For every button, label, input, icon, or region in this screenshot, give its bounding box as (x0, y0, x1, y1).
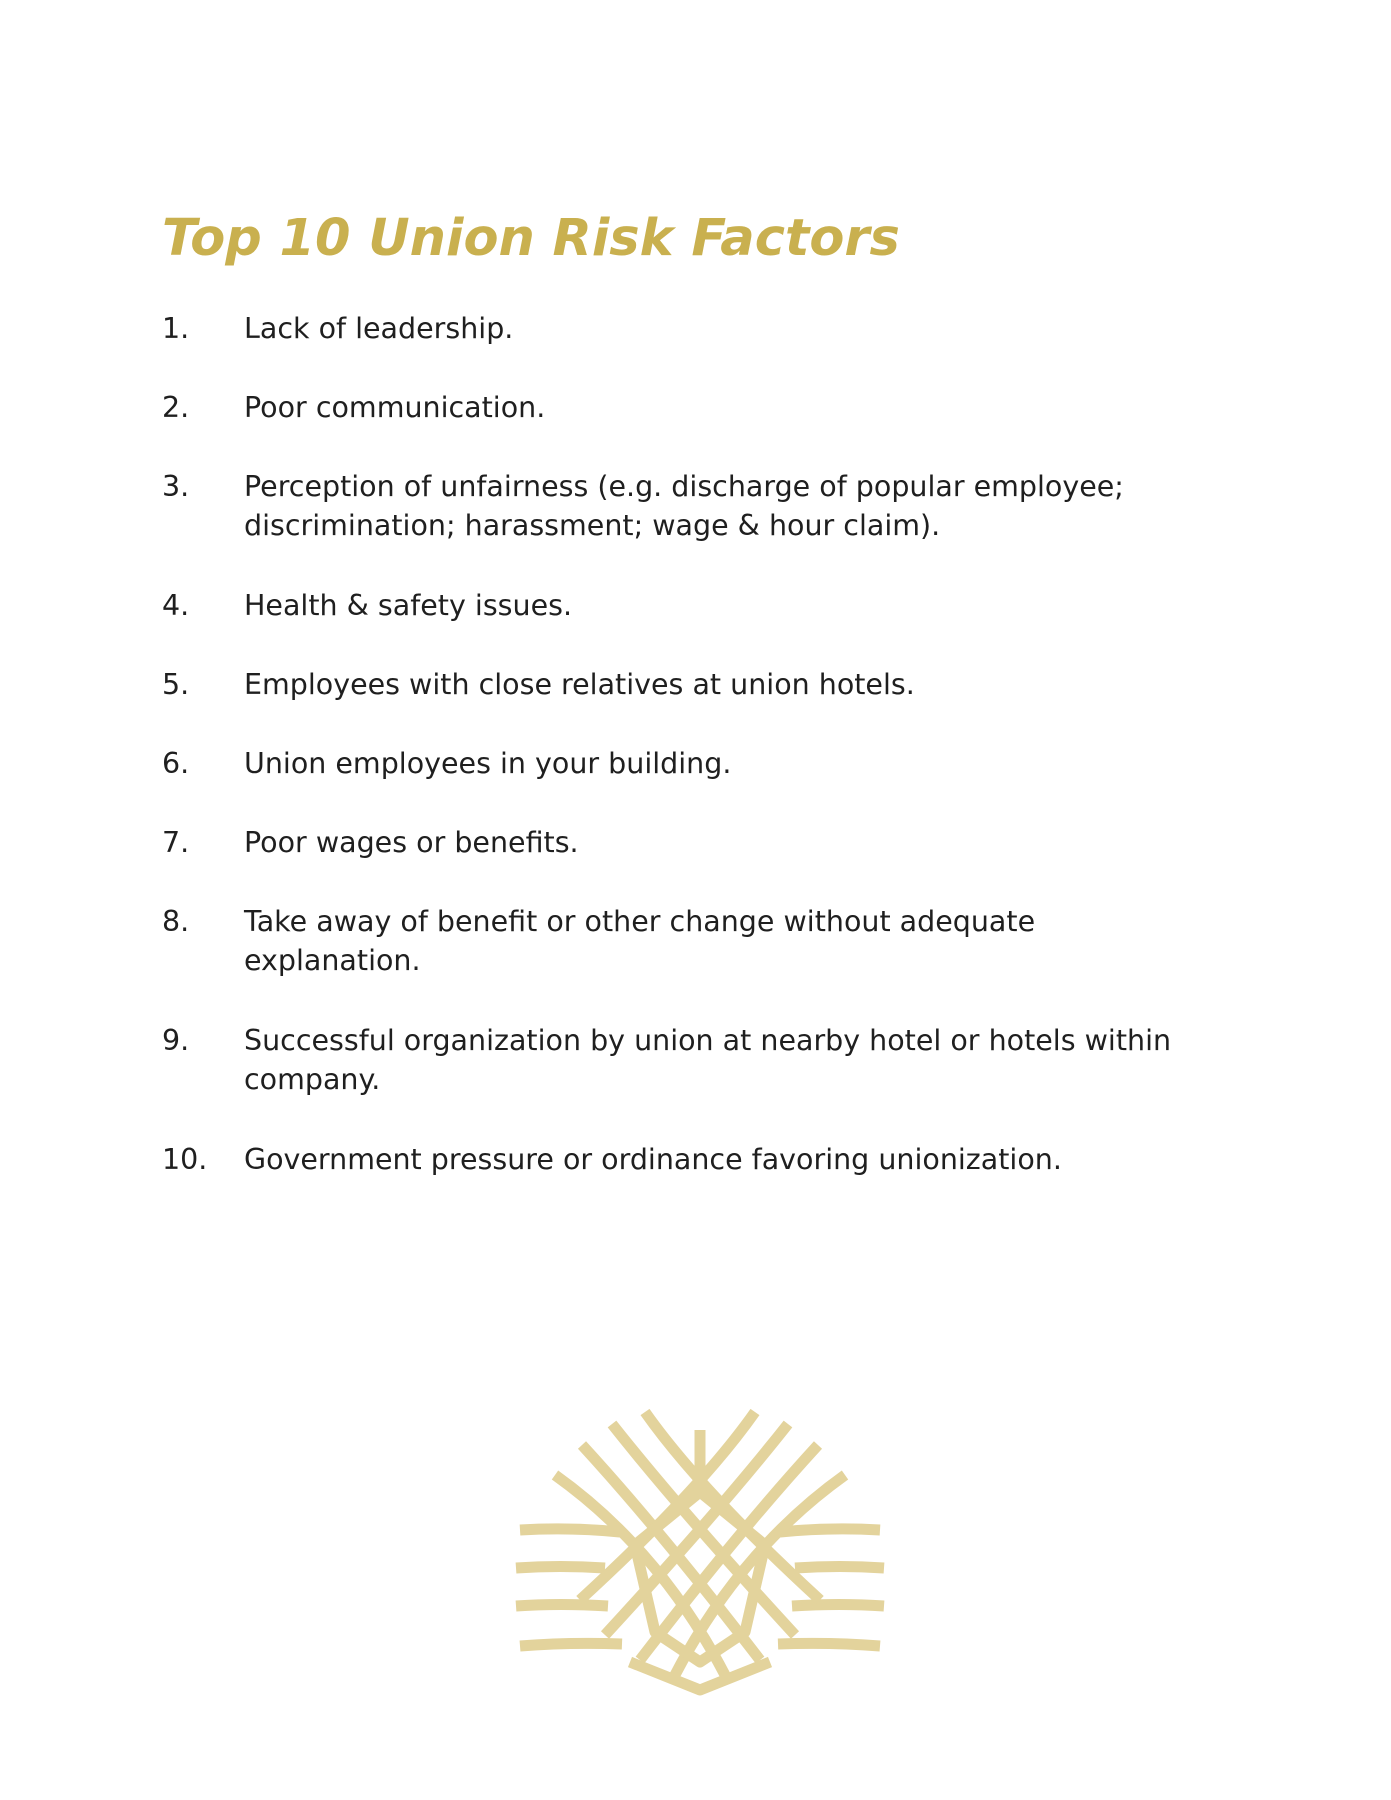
list-item-line: Health & safety issues. (244, 589, 573, 622)
list-item-number: 9. (162, 1024, 190, 1057)
list-item (162, 309, 1262, 348)
list-item-line: Poor wages or benefits. (244, 826, 579, 859)
list-item-text (244, 586, 1262, 625)
list-item (162, 665, 1262, 704)
list-item-text (244, 823, 1262, 862)
list-item-line: Lack of leadership. (244, 312, 514, 345)
list-item-number: 3. (162, 470, 190, 503)
list-item-number: 5. (162, 668, 190, 701)
list-item (162, 467, 1262, 545)
list-item-text (244, 665, 1262, 704)
list-item-line: company. (244, 1063, 381, 1096)
list-item-text (244, 309, 1262, 348)
list-item-line: explanation. (244, 944, 421, 977)
list-item (162, 744, 1262, 783)
list-item-number: 10. (162, 1143, 208, 1176)
list-item-number: 4. (162, 589, 190, 622)
list-item-line: Successful organization by union at nearby hotel or hotels within (244, 1024, 1172, 1057)
list-item-text (244, 388, 1262, 427)
list-item-line: Take away of benefit or other change without adequate (244, 905, 1036, 938)
list-item-number: 2. (162, 391, 190, 424)
risk-factor-list (162, 309, 1262, 1219)
list-item-line: discrimination; harassment; wage & hour claim). (244, 509, 941, 542)
list-item (162, 388, 1262, 427)
list-item-number: 8. (162, 905, 190, 938)
list-item (162, 586, 1262, 625)
gold-arc-lattice-logo-icon (510, 1400, 890, 1700)
list-item-text (244, 744, 1262, 783)
list-item-text (244, 902, 1262, 980)
list-item-line: Perception of unfairness (e.g. discharge of popular employee; (244, 470, 1124, 503)
list-item-number: 1. (162, 312, 190, 345)
list-item-number: 6. (162, 747, 190, 780)
list-item-text (244, 1140, 1262, 1179)
list-item (162, 823, 1262, 862)
list-item (162, 1021, 1262, 1099)
list-item-text (244, 1021, 1262, 1099)
list-item-line: Union employees in your building. (244, 747, 732, 780)
list-item-number: 7. (162, 826, 190, 859)
list-item (162, 902, 1262, 980)
list-item (162, 1140, 1262, 1179)
list-item-text (244, 467, 1262, 545)
list-item-line: Employees with close relatives at union hotels. (244, 668, 915, 701)
list-item-line: Poor communication. (244, 391, 546, 424)
page-title: Top 10 Union Risk Factors (162, 209, 900, 268)
list-item-line: Government pressure or ordinance favoring unionization. (244, 1143, 1062, 1176)
